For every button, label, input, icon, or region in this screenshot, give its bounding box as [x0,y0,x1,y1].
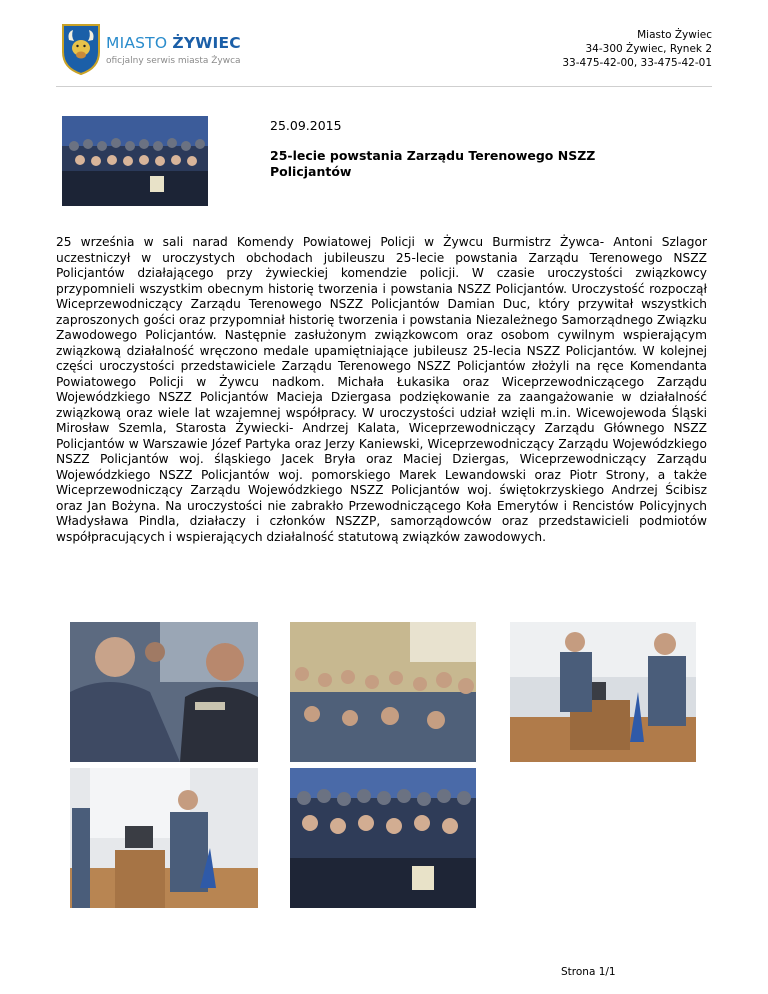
article-date: 25.09.2015 [270,118,342,133]
header-divider [56,86,712,87]
article-title: 25-lecie powstania Zarządu Terenowego NSZZ Policjantów [270,148,596,179]
article-body: 25 września w sali narad Komendy Powiatowej Policji w Żywcu Burmistrz Żywca- Antoni Szlagor uczestniczył w uroczystych obchodach jubileuszu 25-lecie powstania Zarządu Terenowego NSZZ Policjantów działającego przy żywieckiej komendzie policji. W czasie uroczystości związkowcy przypomnieli wszystkim obecnym historię tworzenia i powstania NSZZ Policjantów. Uroczystość rozpoczął Wiceprzewodniczący Zarządu Terenowego NSZZ Policjantów Damian Duc, który przywitał wszystkich zaproszonych gości oraz przypomniał historię tworzenia i powstania Niezależnego Samorządnego Związku Zawodowego Policjantów. Następnie zasłużonym związkowcom oraz osobom cywilnym wspierającym związkową działalność wręczono medale upamiętniające jubileusz 25-lecia NSZZ Policjantów. W kolejnej części uroczystości przedstawiciele Zarządu Terenowego NSZZ Policjantów złożyli na ręce Komendanta Powiatowego Policji w Żywcu nadkom. Michała Łukasika oraz Wiceprzewodniczącego Zarządu Wojewódzkiego NSZZ Policjantów Macieja Dziergasa podziękowanie za zaangażowanie w działalność związkową oraz wiele lat wzajemnej współpracy. W uroczystości udział wzięli m.in. Wicewojewoda Śląski Mirosław Szemla, Starosta Żywiecki- Andrzej Kalata, Wiceprzewodniczący Zarządu Głównego NSZZ Policjantów w Warszawie Józef Partyka oraz Jerzy Kaniewski, Wiceprzewodniczący Zarządu Wojewódzkiego NSZZ Policjantów woj. śląskiego Jacek Bryła oraz Maciej Dziergas, Wiceprzewodniczący Zarządu Wojewódzkiego NSZZ Policjantów woj. pomorskiego Marek Lewandowski oraz Piotr Strony, a także Wiceprzewodniczący Zarządu Wojewódzkiego NSZZ Policjantów woj. świętokrzyskiego Andrzej Ścibisz oraz Jan Bożyna. Na uroczystości nie zabrakło Przewodniczącego Koła Emerytów i Rencistów Policyjnych Władysława Pindla, działaczy i członków NSZZP, samorządowców oraz przedstawicieli podmiotów współpracujących i wspierających działalność statutową związków zawodowych. [56,235,707,544]
gallery-photo-audience[interactable] [290,622,476,762]
zywiec-crest-icon [60,22,102,76]
page-number: Strona 1/1 [561,966,616,978]
contact-line-phones: 33-475-42-00, 33-475-42-01 [562,57,712,69]
article-thumbnail-photo [62,116,208,206]
gallery-photo-group[interactable] [290,768,476,908]
gallery-photo-lectern[interactable] [510,622,696,762]
site-logo[interactable] [60,22,250,82]
gallery-photo-speaker[interactable] [70,768,258,908]
contact-block [562,28,712,70]
brand-tagline: oficjalny serwis miasta Żywca [106,56,241,66]
gallery-photo-medal-ceremony[interactable] [70,622,258,762]
contact-line-name: Miasto Żywiec [637,29,712,41]
contact-line-address: 34-300 Żywiec, Rynek 2 [585,43,712,55]
brand-name: MIASTO ŻYWIEC [106,34,241,52]
